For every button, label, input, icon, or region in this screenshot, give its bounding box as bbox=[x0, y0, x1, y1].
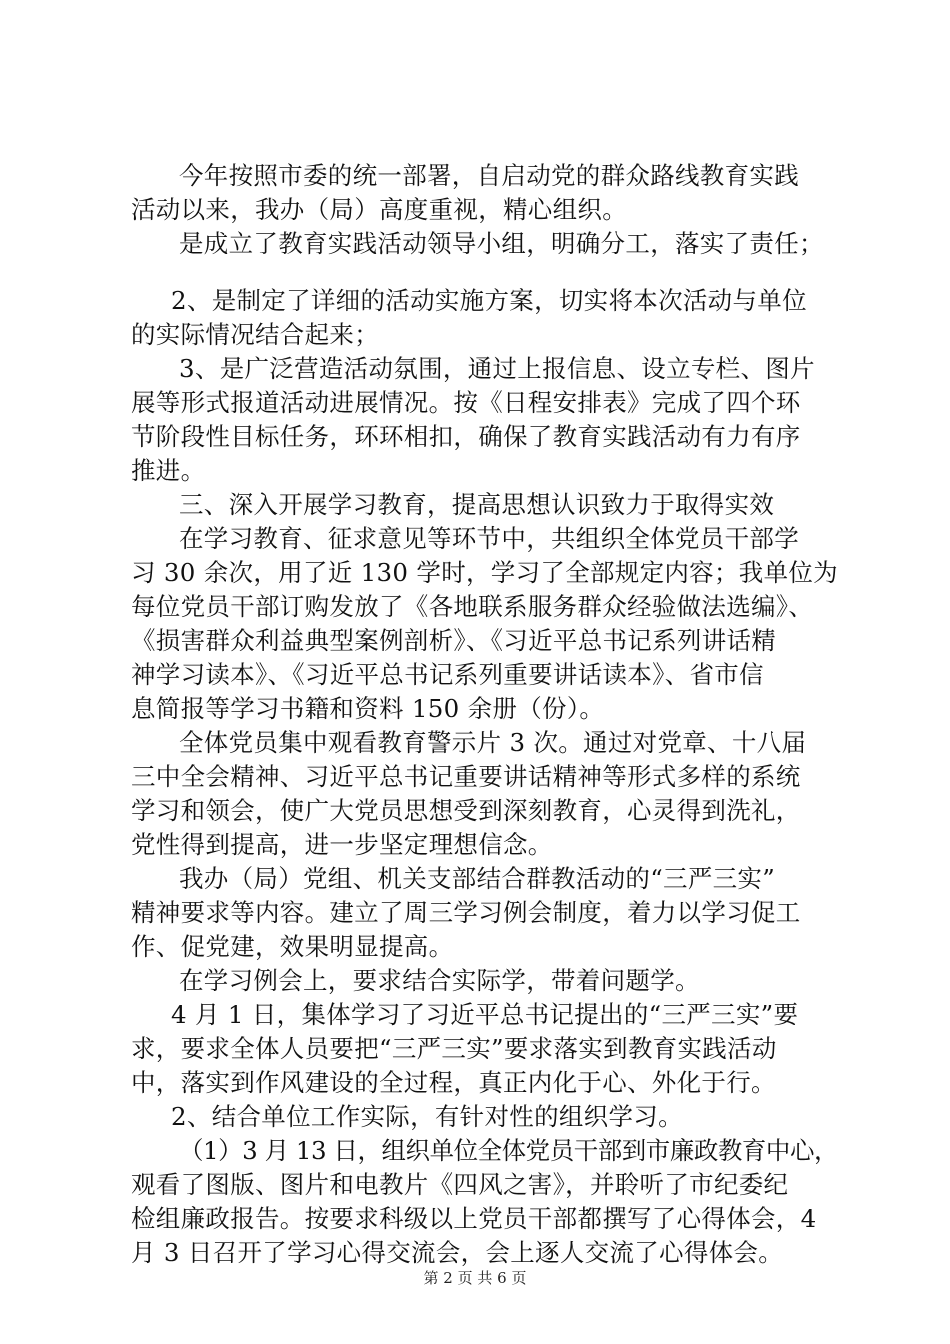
text-line: 2、是制定了详细的活动实施方案，切实将本次活动与单位 bbox=[171, 286, 807, 315]
text-line: 精神要求等内容。建立了周三学习例会制度，着力以学习促工 bbox=[131, 898, 801, 927]
text-line: 学习和领会，使广大党员思想受到深刻教育，心灵得到洗礼， bbox=[131, 796, 801, 825]
text-line: 神学习读本》、《习近平总书记系列重要讲话读本》、省市信 bbox=[131, 660, 764, 689]
text-line: 中，落实到作风建设的全过程，真正内化于心、外化于行。 bbox=[131, 1068, 776, 1097]
text-line: 每位党员干部订购发放了《各地联系服务群众经验做法选编》、 bbox=[131, 592, 814, 621]
text-line: 作、促党建，效果明显提高。 bbox=[131, 932, 454, 961]
text-line: 检组廉政报告。按要求科级以上党员干部都撰写了心得体会，4 bbox=[131, 1204, 817, 1233]
text-line: 4 月 1 日，集体学习了习近平总书记提出的“三严三实”要 bbox=[171, 1000, 799, 1029]
text-line: 求，要求全体人员要把“三严三实”要求落实到教育实践活动 bbox=[131, 1034, 777, 1063]
text-line: 三中全会精神、习近平总书记重要讲话精神等形式多样的系统 bbox=[131, 762, 801, 791]
text-line: 的实际情况结合起来； bbox=[131, 320, 379, 349]
text-line: 活动以来，我办（局）高度重视，精心组织。 bbox=[131, 195, 627, 224]
text-line: 我办（局）党组、机关支部结合群教活动的“三严三实” bbox=[179, 864, 776, 893]
text-line: 在学习教育、征求意见等环节中，共组织全体党员干部学 bbox=[179, 524, 799, 553]
text-line: 在学习例会上，要求结合实际学，带着问题学。 bbox=[179, 966, 700, 995]
text-line: 息简报等学习书籍和资料 150 余册（份）。 bbox=[131, 694, 605, 723]
text-line: 观看了图版、图片和电教片《四风之害》，并聆听了市纪委纪 bbox=[131, 1170, 789, 1199]
text-line: 全体党员集中观看教育警示片 3 次。通过对党章、十八届 bbox=[179, 728, 807, 757]
text-line: 月 3 日召开了学习心得交流会，会上逐人交流了心得体会。 bbox=[131, 1238, 784, 1267]
text-line: 习 30 余次，用了近 130 学时，学习了全部规定内容；我单位为 bbox=[131, 558, 838, 587]
text-line: 三、深入开展学习教育，提高思想认识致力于取得实效 bbox=[179, 490, 775, 519]
page-footer: 第 2 页 共 6 页 bbox=[423, 1269, 527, 1287]
text-line: 2、结合单位工作实际，有针对性的组织学习。 bbox=[171, 1102, 683, 1131]
text-line: 推进。 bbox=[131, 456, 206, 485]
text-line: 3、是广泛营造活动氛围，通过上报信息、设立专栏、图片 bbox=[179, 354, 815, 383]
text-line: 《损害群众利益典型案例剖析》、《习近平总书记系列讲话精 bbox=[131, 626, 777, 655]
text-line: 是成立了教育实践活动领导小组，明确分工，落实了责任； bbox=[179, 229, 824, 258]
text-line: （1）3 月 13 日，组织单位全体党员干部到市廉政教育中心， bbox=[179, 1136, 839, 1165]
text-line: 展等形式报道活动进展情况。按《日程安排表》完成了四个环 bbox=[131, 388, 801, 417]
text-line: 党性得到提高，进一步坚定理想信念。 bbox=[131, 830, 553, 859]
text-line: 节阶段性目标任务，环环相扣，确保了教育实践活动有力有序 bbox=[131, 422, 801, 451]
text-line: 今年按照市委的统一部署，自启动党的群众路线教育实践 bbox=[179, 161, 799, 190]
